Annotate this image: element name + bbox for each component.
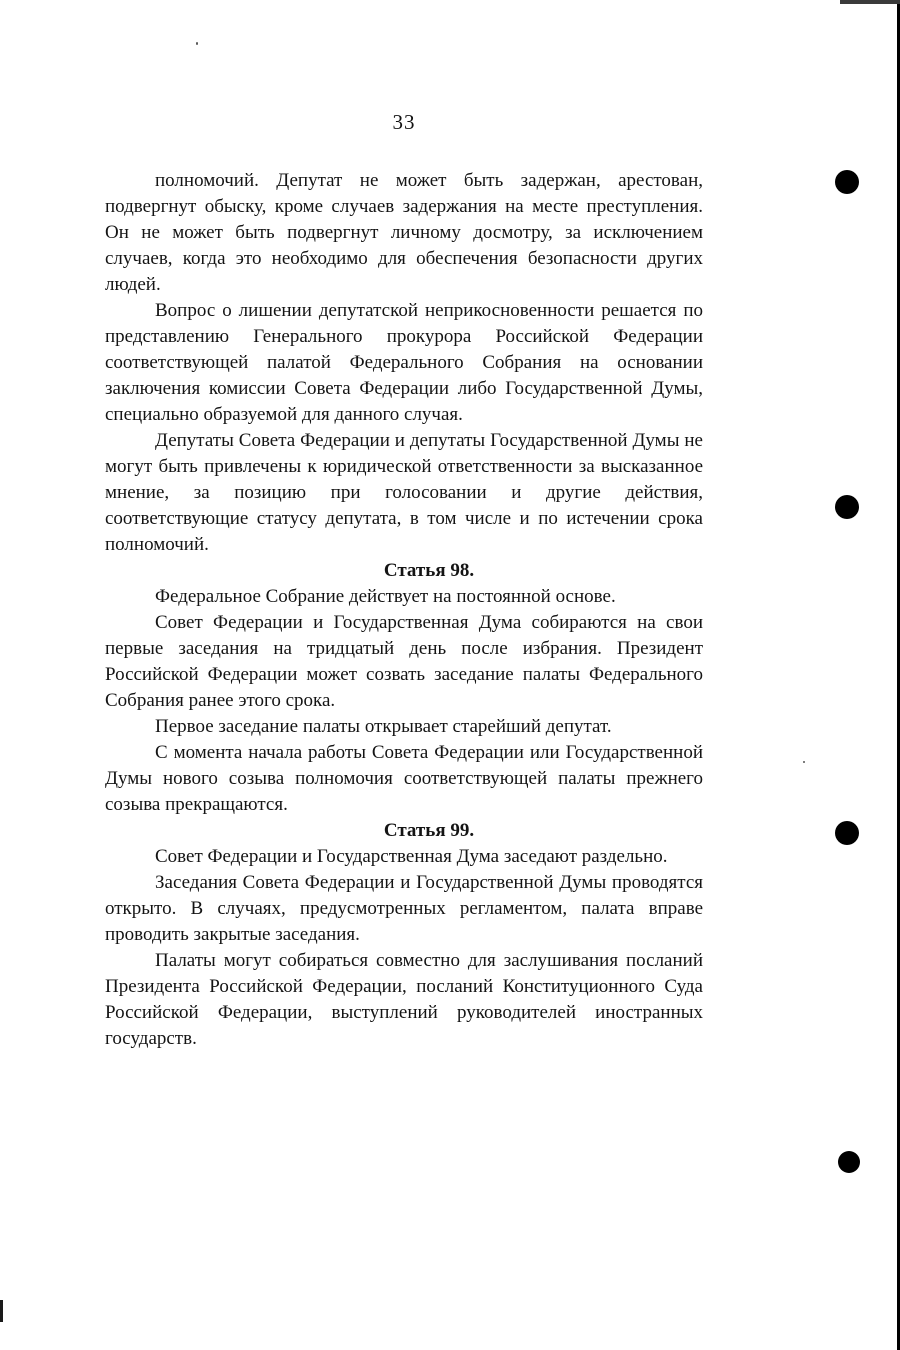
punch-hole-dot [835, 495, 859, 519]
paragraph-article97-liability: Депутаты Совета Федерации и депутаты Государственной Думы не могут быть привлечены к юридической ответственности за высказанное мнение, за позицию при голосовании и другие действия, соответствующие статусу депутата, в том числе и по истечении срока полномочий. [105, 430, 703, 555]
paragraph-article99-3: Палаты могут собираться совместно для заслушивания посланий Президента Российской Федерации, посланий Конституционного Суда Российской Федерации, выступлений руководителей иностранных государств. [105, 950, 703, 1049]
punch-hole-dot [838, 1151, 860, 1173]
paragraph-article98-1: Федеральное Собрание действует на постоянной основе. [155, 586, 616, 607]
document-text [105, 168, 703, 1052]
paragraph-article99-1: Совет Федерации и Государственная Дума заседают раздельно. [155, 846, 668, 867]
paragraph-article98-4: С момента начала работы Совета Федерации или Государственной Думы нового созыва полномочия соответствующей палаты прежнего созыва прекращаются. [105, 742, 703, 815]
scan-speck [803, 761, 805, 763]
punch-hole-dot [835, 170, 859, 194]
scan-smudge [840, 0, 900, 4]
paragraph-article97-immunity: полномочий. Депутат не может быть задержан, арестован, подвергнут обыску, кроме случаев задержания на месте преступления. Он не может быть подвергнут личному досмотру, за исключением случаев, когда это необходимо для обеспечения безопасности других людей. [105, 170, 703, 295]
paragraph-article98-2: Совет Федерации и Государственная Дума собираются на свои первые заседания на тридцатый день после избрания. Президент Российской Федерации может созвать заседание палаты Федерального Собрания ранее этого срока. [105, 612, 703, 711]
scan-speck [196, 42, 198, 45]
punch-hole-dot [835, 821, 859, 845]
article-heading-99: Статья 99. [383, 820, 475, 841]
paragraph-article99-2: Заседания Совета Федерации и Государственной Думы проводятся открыто. В случаях, предусмотренных регламентом, палата вправе проводить закрытые заседания. [105, 872, 703, 945]
page-number: 33 [392, 110, 416, 134]
paragraph-article97-immunity-procedure: Вопрос о лишении депутатской неприкосновенности решается по представлению Генерального прокурора Российской Федерации соответствующей палатой Федерального Собрания на основании заключения комиссии Совета Федерации либо Государственной Думы, специально образуемой для данного случая. [105, 300, 703, 425]
paragraph-article98-3: Первое заседание палаты открывает старейший депутат. [155, 716, 612, 737]
article-heading-98: Статья 98. [383, 560, 475, 581]
scan-smudge [0, 1300, 3, 1322]
